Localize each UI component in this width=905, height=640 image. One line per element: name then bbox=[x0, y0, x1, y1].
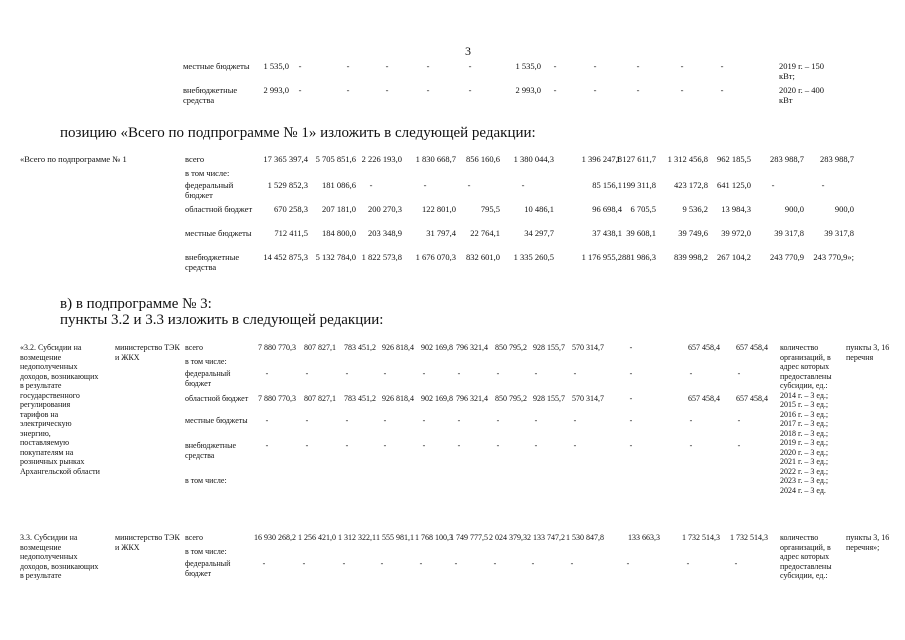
value-cell: - bbox=[265, 369, 269, 378]
value-cell: 850 795,2 bbox=[495, 394, 527, 403]
value-cell: 1 335 260,5 bbox=[513, 252, 554, 262]
value-cell: 17 365 397,4 bbox=[263, 154, 308, 164]
value-cell: 243 770,9»; bbox=[813, 252, 854, 262]
value-cell: 1 176 955,2 bbox=[581, 252, 622, 262]
value-cell: - bbox=[345, 369, 349, 378]
heading-subprogram-3: в) в подпрограмме № 3: bbox=[60, 296, 212, 312]
value-cell: - bbox=[422, 441, 426, 450]
value-cell: 96 698,4 bbox=[592, 204, 622, 214]
value-cell: - bbox=[346, 85, 350, 95]
value-cell: 9 536,2 bbox=[682, 204, 708, 214]
value-cell: 807 827,1 bbox=[304, 343, 336, 352]
value-cell: 181 086,6 bbox=[322, 180, 356, 190]
value-cell: 39 317,8 bbox=[774, 228, 804, 238]
value-cell: - bbox=[734, 559, 738, 568]
value-cell: 7 880 770,3 bbox=[258, 394, 296, 403]
value-cell: - bbox=[305, 369, 309, 378]
value-cell: 14 452 875,3 bbox=[263, 252, 308, 262]
value-cell: 1 256 421,0 bbox=[298, 533, 336, 542]
value-cell: - bbox=[626, 559, 630, 568]
row-label: внебюджетные средства bbox=[185, 252, 240, 272]
value-cell: 1 312 322,1 bbox=[338, 533, 376, 542]
value-cell: - bbox=[380, 559, 384, 568]
value-cell: 39 972,0 bbox=[721, 228, 751, 238]
value-cell: - bbox=[305, 416, 309, 425]
row-label: федеральный бюджет bbox=[185, 180, 234, 200]
value-cell: 423 172,8 bbox=[674, 180, 708, 190]
value-cell: 39 317,8 bbox=[824, 228, 854, 238]
value-cell: - bbox=[426, 85, 430, 95]
value-cell: 962 185,5 bbox=[717, 154, 751, 164]
value-cell: - bbox=[496, 441, 500, 450]
item-3-3-reference: пункты 3, 16 перечня»; bbox=[846, 533, 890, 552]
row-label: местные бюджеты bbox=[185, 228, 252, 238]
value-cell: 267 104,2 bbox=[717, 252, 751, 262]
value-cell: 795,5 bbox=[480, 204, 500, 214]
value-cell: 5 132 784,0 bbox=[315, 252, 356, 262]
value-cell: 1 830 668,7 bbox=[415, 154, 456, 164]
value-cell: - bbox=[265, 441, 269, 450]
value-cell: 31 797,4 bbox=[426, 228, 456, 238]
row-label: областной бюджет bbox=[185, 394, 249, 403]
value-cell: - bbox=[629, 441, 633, 450]
value-cell: - bbox=[570, 559, 574, 568]
row-label: в том числе: bbox=[185, 357, 227, 366]
item-3-3-executor: министерство ТЭК и ЖКХ bbox=[115, 533, 180, 552]
value-cell: - bbox=[636, 85, 640, 95]
value-cell: 243 770,9 bbox=[770, 252, 804, 262]
value-cell: 1 732 514,3 bbox=[730, 533, 768, 542]
page-number: 3 bbox=[465, 44, 471, 58]
row-label: федеральный бюджет bbox=[185, 559, 231, 578]
value-cell: - bbox=[771, 180, 775, 190]
value-cell: 1 732 514,3 bbox=[682, 533, 720, 542]
value-cell: - bbox=[593, 61, 597, 71]
heading-points-3-2-3-3: пункты 3.2 и 3.3 изложить в следующей редакции: bbox=[60, 312, 384, 328]
value-cell: 22 764,1 bbox=[470, 228, 500, 238]
value-cell: - bbox=[419, 559, 423, 568]
value-cell: - bbox=[496, 416, 500, 425]
top-row-note: 2020 г. – 400 кВт bbox=[779, 85, 825, 105]
heading-total-position: позицию «Всего по подпрограмме № 1» изложить в следующей редакции: bbox=[60, 125, 536, 141]
value-cell: - bbox=[385, 85, 389, 95]
value-cell: - bbox=[686, 559, 690, 568]
value-cell: - bbox=[422, 416, 426, 425]
value-cell: - bbox=[680, 85, 684, 95]
value-cell: 900,0 bbox=[834, 204, 854, 214]
row-label: местные бюджеты bbox=[183, 61, 250, 71]
value-cell: 2 993,0 bbox=[263, 85, 289, 95]
value-cell: - bbox=[468, 61, 472, 71]
value-cell: - bbox=[305, 441, 309, 450]
value-cell: 657 458,4 bbox=[688, 343, 720, 352]
value-cell: - bbox=[493, 559, 497, 568]
value-cell: 1 749 777,5 bbox=[450, 533, 488, 542]
value-cell: - bbox=[265, 416, 269, 425]
value-cell: - bbox=[689, 441, 693, 450]
value-cell: 657 458,4 bbox=[736, 343, 768, 352]
value-cell: - bbox=[629, 394, 633, 403]
value-cell: - bbox=[383, 441, 387, 450]
value-cell: 122 801,0 bbox=[422, 204, 456, 214]
value-cell: - bbox=[629, 369, 633, 378]
value-cell: 1 535,0 bbox=[515, 61, 541, 71]
value-cell: - bbox=[573, 441, 577, 450]
value-cell: - bbox=[468, 85, 472, 95]
value-cell: - bbox=[821, 180, 825, 190]
item-3-2-reference: пункты 3, 16 перечня bbox=[846, 343, 890, 362]
value-cell: 783 451,2 bbox=[344, 343, 376, 352]
value-cell: - bbox=[737, 416, 741, 425]
value-cell: 570 314,7 bbox=[572, 343, 604, 352]
value-cell: 796 321,4 bbox=[456, 343, 488, 352]
value-cell: 839 998,2 bbox=[674, 252, 708, 262]
value-cell: 902 169,8 bbox=[421, 394, 453, 403]
row-label: в том числе: bbox=[185, 547, 227, 556]
row-label: местные бюджеты bbox=[185, 416, 248, 425]
value-cell: 16 930 268,2 bbox=[254, 533, 296, 542]
item-3-2-executor: министерство ТЭК и ЖКХ bbox=[115, 343, 180, 362]
value-cell: 856 160,6 bbox=[466, 154, 500, 164]
row-label: в том числе: bbox=[185, 476, 227, 485]
row-label: областной бюджет bbox=[185, 204, 253, 214]
value-cell: - bbox=[345, 416, 349, 425]
value-cell: 1 535,0 bbox=[263, 61, 289, 71]
value-cell: 926 818,4 bbox=[382, 343, 414, 352]
value-cell: - bbox=[573, 416, 577, 425]
value-cell: - bbox=[422, 369, 426, 378]
top-row-note: 2019 г. – 150 кВт; bbox=[779, 61, 825, 81]
row-label: всего bbox=[185, 154, 205, 164]
value-cell: 657 458,4 bbox=[736, 394, 768, 403]
value-cell: 200 270,3 bbox=[368, 204, 402, 214]
value-cell: 1 768 100,3 bbox=[415, 533, 453, 542]
row-label: в том числе: bbox=[185, 168, 230, 178]
value-cell: - bbox=[553, 85, 557, 95]
value-cell: 2 024 379,3 bbox=[489, 533, 527, 542]
value-cell: 783 451,2 bbox=[344, 394, 376, 403]
value-cell: - bbox=[383, 369, 387, 378]
value-cell: 6 705,5 bbox=[630, 204, 656, 214]
value-cell: 37 438,1 bbox=[592, 228, 622, 238]
item-3-2-indicator: количество организаций, в адрес которых предоставлены субсидии, ед.: 2014 г. – 3 ед.; 2015 г. – 3 ед.; 2016 г. – 3 ед.; 2017 г. – 3 ед.; 2018 г. – 3 ед.; 2019 г. – 3 ед.; 2020 г. – 3 ед.; 2021 г. – 3 ед.; 2022 г. – 3 ед.; 2023 г. – 3 ед.; 2024 г. – 3 ед. bbox=[780, 343, 832, 495]
value-cell: - bbox=[521, 180, 525, 190]
value-cell: - bbox=[342, 559, 346, 568]
value-cell: 902 169,8 bbox=[421, 343, 453, 352]
value-cell: 2 226 193,0 bbox=[361, 154, 402, 164]
value-cell: - bbox=[369, 180, 373, 190]
value-cell: - bbox=[593, 85, 597, 95]
value-cell: - bbox=[534, 369, 538, 378]
value-cell: - bbox=[689, 369, 693, 378]
value-cell: 85 156,1 bbox=[592, 180, 622, 190]
value-cell: 133 663,3 bbox=[628, 533, 660, 542]
value-cell: - bbox=[467, 180, 471, 190]
value-cell: 39 608,1 bbox=[626, 228, 656, 238]
value-cell: - bbox=[629, 416, 633, 425]
value-cell: - bbox=[720, 61, 724, 71]
value-cell: 13 984,3 bbox=[721, 204, 751, 214]
value-cell: 207 181,0 bbox=[322, 204, 356, 214]
row-label: внебюджетные средства bbox=[183, 85, 238, 105]
value-cell: - bbox=[345, 441, 349, 450]
value-cell: - bbox=[423, 180, 427, 190]
value-cell: - bbox=[737, 441, 741, 450]
value-cell: 796 321,4 bbox=[456, 394, 488, 403]
value-cell: - bbox=[302, 559, 306, 568]
value-cell: 2 993,0 bbox=[515, 85, 541, 95]
value-cell: - bbox=[457, 369, 461, 378]
value-cell: - bbox=[629, 343, 633, 352]
value-cell: - bbox=[689, 416, 693, 425]
value-cell: 926 818,4 bbox=[382, 394, 414, 403]
value-cell: 712 411,5 bbox=[274, 228, 308, 238]
value-cell: 881 986,3 bbox=[622, 252, 656, 262]
item-3-3-indicator: количество организаций, в адрес которых предоставлены субсидии, ед.: bbox=[780, 533, 832, 580]
value-cell: - bbox=[737, 369, 741, 378]
value-cell: 1 380 044,3 bbox=[513, 154, 554, 164]
value-cell: - bbox=[553, 61, 557, 71]
value-cell: 10 486,1 bbox=[524, 204, 554, 214]
value-cell: - bbox=[262, 559, 266, 568]
value-cell: 39 749,6 bbox=[678, 228, 708, 238]
value-cell: - bbox=[346, 61, 350, 71]
value-cell: 283 988,7 bbox=[820, 154, 854, 164]
row-label: всего bbox=[185, 343, 204, 352]
value-cell: 900,0 bbox=[784, 204, 804, 214]
row-label: внебюджетные средства bbox=[185, 441, 236, 460]
value-cell: - bbox=[426, 61, 430, 71]
value-cell: 670 258,3 bbox=[274, 204, 308, 214]
row-label: всего bbox=[185, 533, 204, 542]
value-cell: 1 530 847,8 bbox=[566, 533, 604, 542]
value-cell: 807 827,1 bbox=[304, 394, 336, 403]
value-cell: 1 312 456,8 bbox=[667, 154, 708, 164]
value-cell: - bbox=[298, 85, 302, 95]
value-cell: 5 705 851,6 bbox=[315, 154, 356, 164]
value-cell: 657 458,4 bbox=[688, 394, 720, 403]
value-cell: 283 988,7 bbox=[770, 154, 804, 164]
value-cell: 2 133 747,2 bbox=[527, 533, 565, 542]
value-cell: 184 800,0 bbox=[322, 228, 356, 238]
value-cell: 34 297,7 bbox=[524, 228, 554, 238]
value-cell: - bbox=[531, 559, 535, 568]
total-block-title: «Всего по подпрограмме № 1 bbox=[20, 154, 127, 164]
value-cell: - bbox=[454, 559, 458, 568]
value-cell: 850 795,2 bbox=[495, 343, 527, 352]
value-cell: - bbox=[385, 61, 389, 71]
value-cell: 7 880 770,3 bbox=[258, 343, 296, 352]
value-cell: 641 125,0 bbox=[717, 180, 751, 190]
value-cell: 1 555 981,1 bbox=[376, 533, 414, 542]
value-cell: 832 601,0 bbox=[466, 252, 500, 262]
value-cell: - bbox=[457, 441, 461, 450]
value-cell: - bbox=[298, 61, 302, 71]
value-cell: 1 676 070,3 bbox=[415, 252, 456, 262]
value-cell: 1 396 247,8 bbox=[581, 154, 622, 164]
value-cell: - bbox=[457, 416, 461, 425]
value-cell: - bbox=[720, 85, 724, 95]
value-cell: 1 529 852,3 bbox=[267, 180, 308, 190]
value-cell: - bbox=[534, 441, 538, 450]
value-cell: 1 822 573,8 bbox=[361, 252, 402, 262]
value-cell: - bbox=[496, 369, 500, 378]
value-cell: 928 155,7 bbox=[533, 343, 565, 352]
value-cell: 203 348,9 bbox=[368, 228, 402, 238]
value-cell: - bbox=[680, 61, 684, 71]
value-cell: 1 127 611,7 bbox=[615, 154, 656, 164]
value-cell: - bbox=[383, 416, 387, 425]
row-label: федеральный бюджет bbox=[185, 369, 231, 388]
value-cell: 570 314,7 bbox=[572, 394, 604, 403]
value-cell: 928 155,7 bbox=[533, 394, 565, 403]
item-3-3-name: 3.3. Субсидии на возмещение недополученных доходов, возникающих в результате bbox=[20, 533, 99, 580]
value-cell: - bbox=[534, 416, 538, 425]
item-3-2-name: «3.2. Субсидии на возмещение недополученных доходов, возникающих в результате государственного регулирования тарифов на электрическую энергию, поставляемую покупателям на розничных рынках Архангельской области bbox=[20, 343, 100, 476]
value-cell: - bbox=[636, 61, 640, 71]
value-cell: - bbox=[573, 369, 577, 378]
value-cell: 199 311,8 bbox=[622, 180, 656, 190]
